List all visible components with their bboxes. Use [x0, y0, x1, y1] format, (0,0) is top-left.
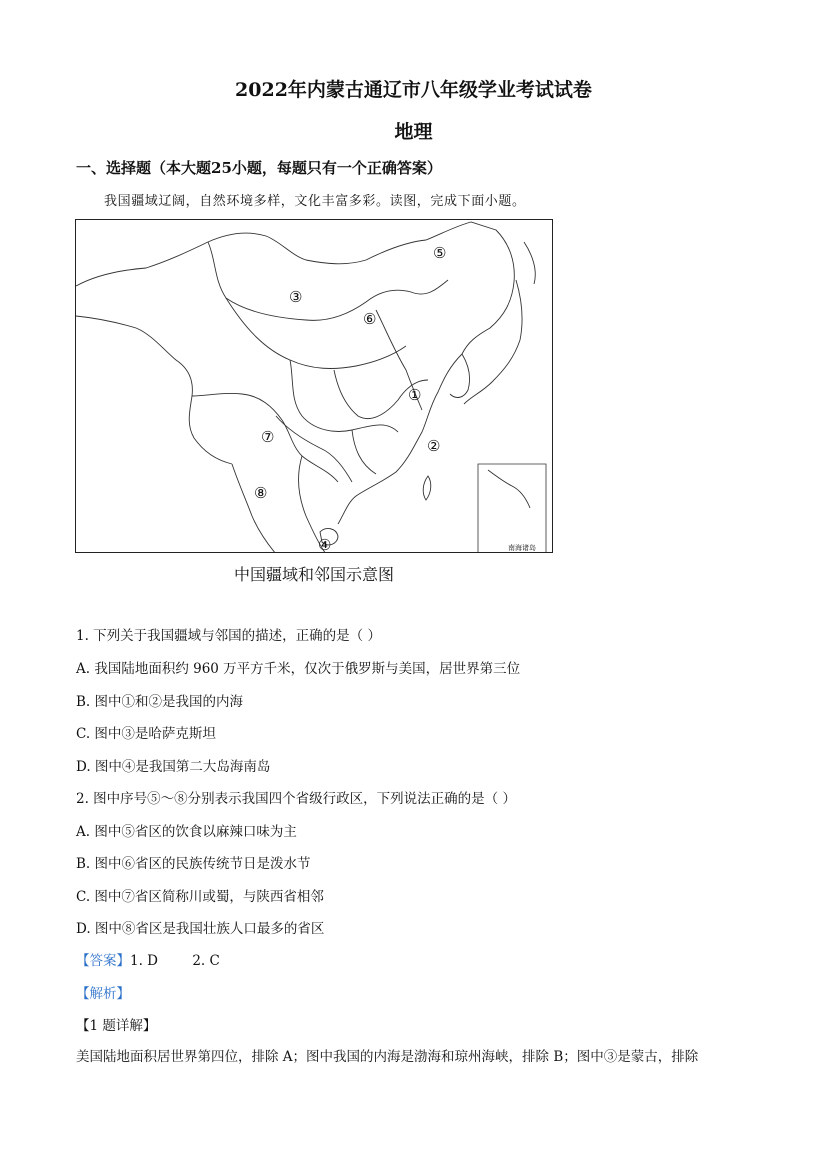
analysis-detail-label: 【1 题详解】 — [76, 1018, 157, 1034]
inset-coast — [488, 470, 530, 508]
marker-7: ⑦ — [261, 428, 275, 446]
province-lines-3 — [352, 430, 376, 474]
japan-islands — [464, 280, 522, 404]
china-map-figure — [75, 219, 553, 553]
page-title: 2022年内蒙古通辽市八年级学业考试试卷 — [235, 79, 592, 101]
japan-north — [524, 242, 535, 284]
question-1-option-b: B. 图中①和②是我国的内海 — [76, 694, 244, 710]
analysis-label: 【解析】 — [76, 986, 130, 1002]
province-lines-2 — [290, 360, 398, 432]
border-west — [76, 316, 232, 464]
question-2-option-d: D. 图中⑧省区是我国壮族人口最多的省区 — [76, 921, 325, 937]
question-2-option-a: A. 图中⑤省区的饮食以麻辣口味为主 — [76, 824, 297, 840]
intro-text: 我国疆域辽阔，自然环境多样，文化丰富多彩。读图，完成下面小题。 — [104, 194, 526, 209]
question-1-stem: 1. 下列关于我国疆域与邻国的描述，正确的是（ ） — [76, 628, 381, 644]
analysis-text: 美国陆地面积居世界第四位，排除 A；图中我国的内海是渤海和琼州海峡，排除 B；图中③是蒙古，排除 — [76, 1049, 699, 1065]
answer-row — [76, 949, 220, 969]
section-heading: 一、选择题（本大题25小题，每题只有一个正确答案） — [76, 159, 442, 177]
question-1-option-a: A. 我国陆地面积约 960 万平方千米，仅次于俄罗斯与美国，居世界第三位 — [76, 661, 521, 677]
question-2-stem: 2. 图中序号⑤～⑧分别表示我国四个省级行政区，下列说法正确的是（ ） — [76, 791, 516, 807]
marker-3: ③ — [289, 288, 303, 306]
question-1-option-d: D. 图中④是我国第二大岛海南岛 — [76, 759, 271, 775]
marker-1: ① — [408, 386, 422, 404]
marker-6: ⑥ — [363, 310, 377, 328]
map-drawing — [76, 220, 553, 553]
taiwan-island — [423, 476, 431, 500]
question-1-option-c: C. 图中③是哈萨克斯坦 — [76, 726, 216, 742]
subject-title: 地理 — [394, 121, 433, 143]
inset-frame — [478, 464, 546, 553]
province-lines-1 — [226, 298, 406, 368]
answer-label: 【答案】 — [76, 953, 130, 969]
map-caption: 中国疆域和邻国示意图 — [233, 565, 394, 584]
inset-label: 南海诸岛 — [508, 544, 536, 552]
marker-4: ④ — [318, 536, 332, 553]
marker-5: ⑤ — [433, 244, 447, 262]
question-2-option-c: C. 图中⑦省区简称川或蜀，与陕西省相邻 — [76, 889, 324, 905]
marker-8: ⑧ — [254, 484, 268, 502]
marker-2: ② — [427, 437, 441, 455]
border-mongolia — [208, 242, 448, 320]
border-south — [232, 464, 276, 553]
korea-peninsula — [450, 354, 470, 397]
answer-values: 1. D 2. C — [130, 953, 220, 969]
coast-east — [338, 354, 462, 524]
question-2-option-b: B. 图中⑥省区的民族传统节日是泼水节 — [76, 856, 311, 872]
